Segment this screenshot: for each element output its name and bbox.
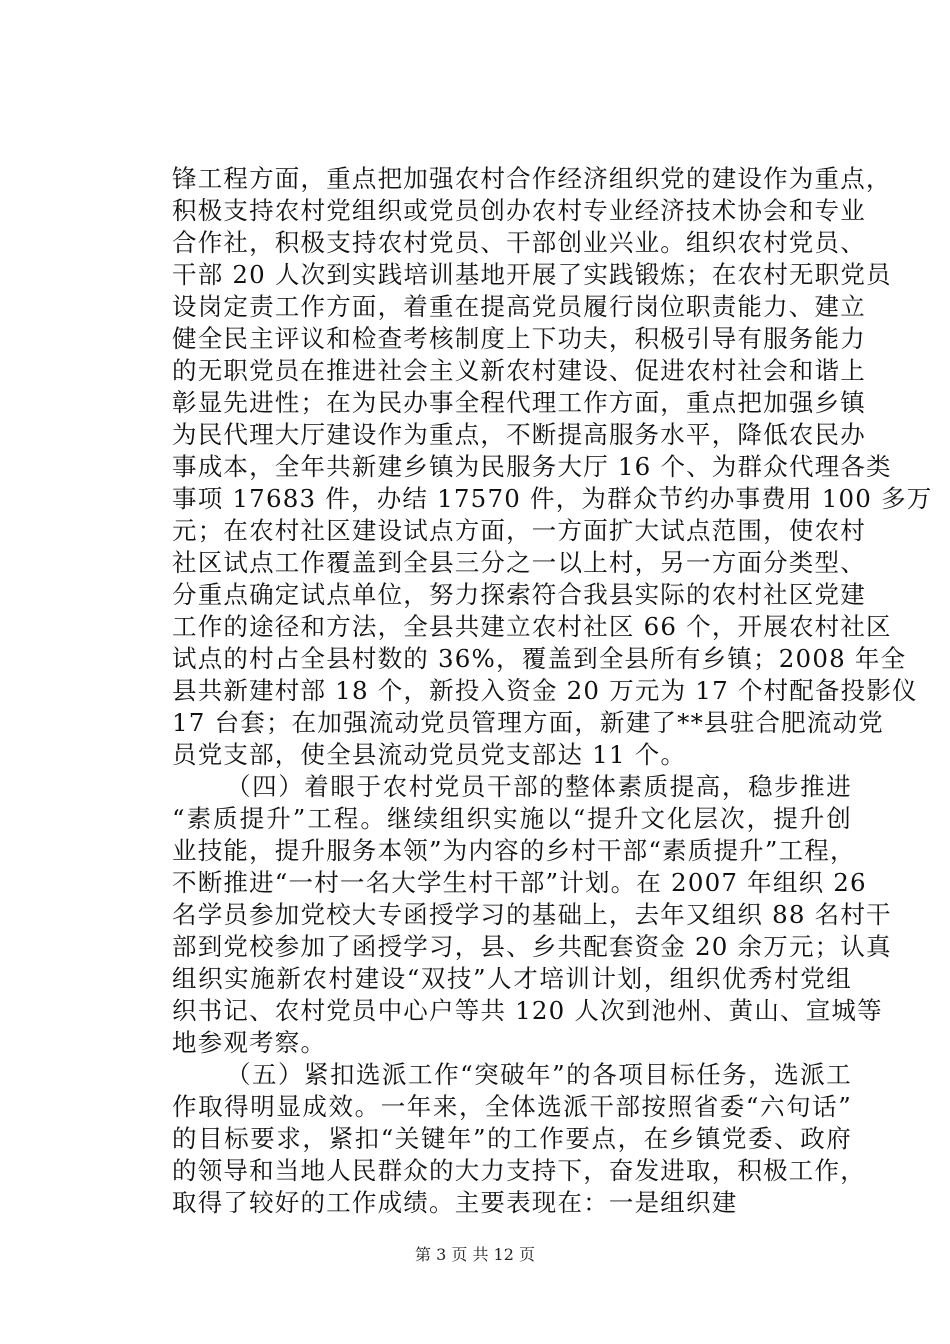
text-line: 彰显先进性；在为民办事全程代理工作方面，重点把加强乡镇 (172, 388, 866, 417)
text-line: （五）紧扣选派工作“突破年”的各项目标任务，选派工 (226, 1060, 852, 1089)
text-line: 积极支持农村党组织或党员创办农村专业经济技术协会和专业 (172, 196, 866, 225)
text-line: 织书记、农村党员中心户等共 120 人次到池州、黄山、宣城等 (172, 996, 883, 1025)
text-line: 员党支部，使全县流动党员党支部达 11 个。 (172, 740, 687, 769)
text-line: 业技能，提升服务本领”为内容的乡村干部“素质提升”工程， (172, 836, 856, 865)
text-line: （四）着眼于农村党员干部的整体素质提高，稳步推进 (226, 772, 852, 801)
text-line: 17 台套；在加强流动党员管理方面，新建了**县驻合肥流动党 (172, 708, 884, 737)
text-line: 事项 17683 件，办结 17570 件，为群众节约办事费用 100 多万 (172, 484, 933, 513)
text-line: 健全民主评议和检查考核制度上下功夫，积极引导有服务能力 (172, 324, 866, 353)
document-body (172, 163, 933, 1219)
text-line: 设岗定责工作方面，着重在提高党员履行岗位职责能力、建立 (172, 292, 866, 321)
text-line: “素质提升”工程。继续组织实施以“提升文化层次，提升创 (172, 804, 852, 833)
text-line: 试点的村占全县村数的 36%，覆盖到全县所有乡镇；2008 年全 (172, 644, 907, 673)
text-line: 部到党校参加了函授学习，县、乡共配套资金 20 余万元；认真 (172, 932, 892, 961)
text-line: 的领导和当地人民群众的大力支持下，奋发进取，积极工作， (172, 1156, 866, 1185)
text-line: 工作的途径和方法，全县共建立农村社区 66 个，开展农村社区 (172, 612, 892, 641)
text-line: 组织实施新农村建设“双技”人才培训计划，组织优秀村党组 (172, 964, 852, 993)
text-line: 不断推进“一村一名大学生村干部”计划。在 2007 年组织 26 (172, 868, 867, 897)
text-line: 为民代理大厅建设作为重点，不断提高服务水平，降低农民办 (172, 420, 866, 449)
text-line: 取得了较好的工作成绩。主要表现在：一是组织建 (172, 1188, 738, 1217)
text-line: 作取得明显成效。一年来，全体选派干部按照省委“六句话” (172, 1092, 852, 1121)
text-line: 社区试点工作覆盖到全县三分之一以上村，另一方面分类型、 (172, 548, 866, 577)
text-line: 分重点确定试点单位，努力探索符合我县实际的农村社区党建 (172, 580, 866, 609)
text-line: 元；在农村社区建设试点方面，一方面扩大试点范围，使农村 (172, 516, 866, 545)
text-line: 的目标要求，紧扣“关键年”的工作要点，在乡镇党委、政府 (172, 1124, 852, 1153)
text-line: 的无职党员在推进社会主义新农村建设、促进农村社会和谐上 (172, 356, 866, 385)
text-line: 合作社，积极支持农村党员、干部创业兴业。组织农村党员、 (172, 228, 866, 257)
text-line: 县共新建村部 18 个，新投入资金 20 万元为 17 个村配备投影仪 (172, 676, 918, 705)
page-footer: 第 3 页 共 12 页 (415, 1245, 535, 1264)
text-line: 事成本，全年共新建乡镇为民服务大厅 16 个、为群众代理各类 (172, 452, 892, 481)
text-line: 地参观考察。 (172, 1028, 327, 1057)
text-line: 名学员参加党校大专函授学习的基础上，去年又组织 88 名村干 (172, 900, 892, 929)
text-line: 锋工程方面，重点把加强农村合作经济组织党的建设作为重点， (172, 164, 892, 193)
text-line: 干部 20 人次到实践培训基地开展了实践锻炼；在农村无职党员 (172, 260, 892, 289)
